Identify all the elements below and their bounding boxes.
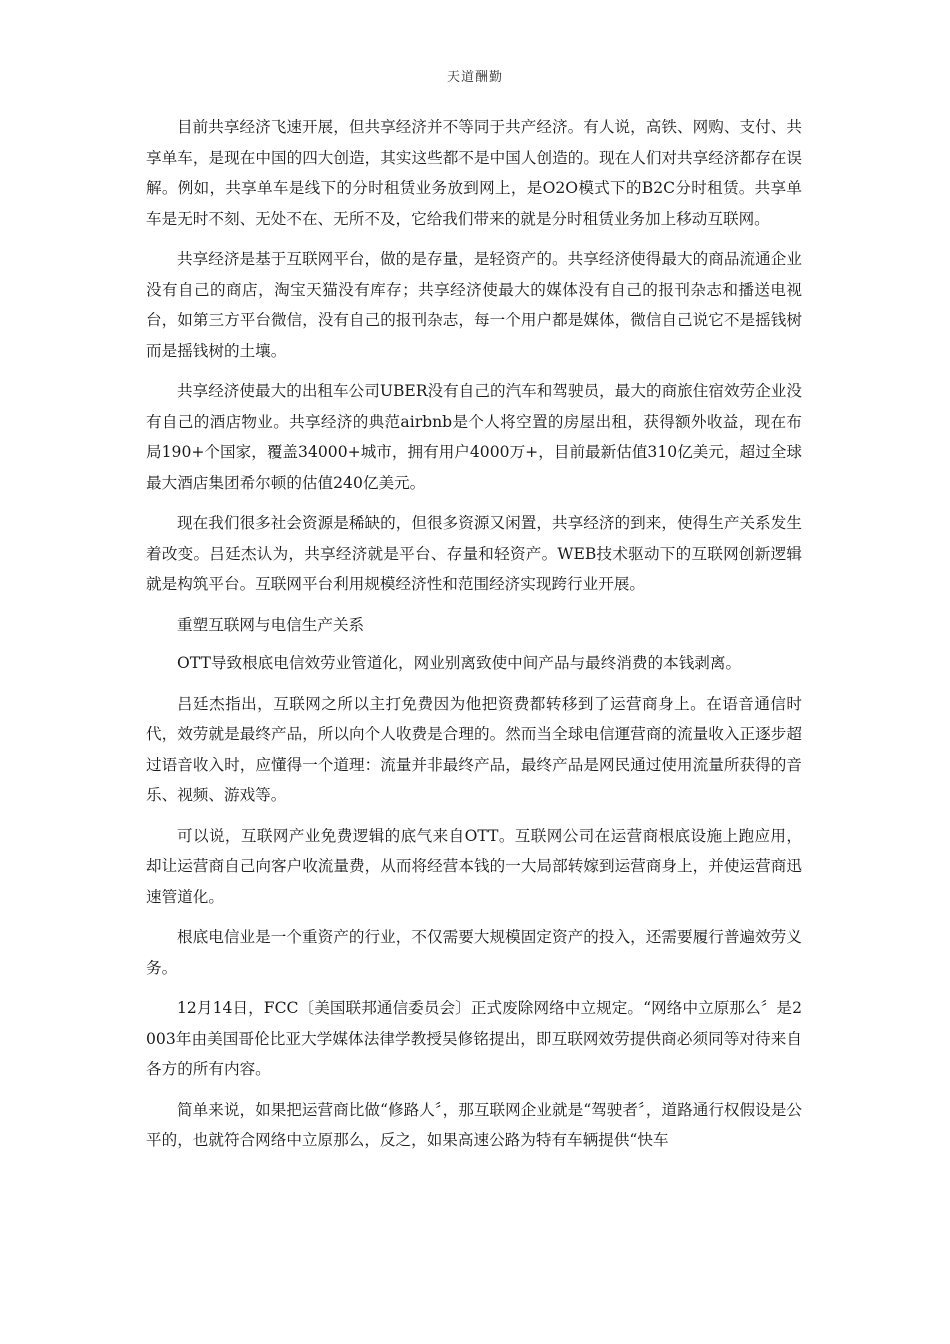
paragraph: 简单来说，如果把运营商比做“修路人〞，那互联网企业就是“驾驶者〞，道路通行权假设是公平的，也就符合网络中立原那么，反之，如果高速公路为特有车辆提供“快车 (146, 1100, 802, 1149)
paragraph: 共享经济使最大的出租车公司UBER没有自己的汽车和驾驶员，最大的商旅住宿效劳企业没有自己的酒店物业。共享经济的典范airbnb是个人将空置的房屋出租，获得额外收益，现在布局190+个国家，覆盖34000+城市，拥有用户4000万+，目前最新估值310亿美元，超过全球最大酒店集团希尔顿的估值240亿美元。 (146, 382, 802, 492)
paragraph: 目前共享经济飞速开展，但共享经济并不等同于共产经济。有人说，高铁、网购、支付、共享单车，是现在中国的四大创造，其实这些都不是中国人创造的。现在人们对共享经济都存在误解。例如，共享单车是线下的分时租赁业务放到网上，是O2O模式下的B2C分时租赁。共享单车是无时不刻、无处不在、无所不及，它给我们带来的就是分时租赁业务加上移动互联网。 (146, 118, 802, 228)
section-heading: 重塑互联网与电信生产关系 (177, 615, 365, 634)
paragraph: 12月14日，FCC〔美国联邦通信委员会〕正式废除网络中立规定。“网络中立原那么〞是2003年由美国哥伦比亚大学媒体法律学教授吴修铭提出，即互联网效劳提供商必须同等对待来自各方的所有内容。 (146, 999, 802, 1078)
paragraph: 共享经济是基于互联网平台，做的是存量，是轻资产的。共享经济使得最大的商品流通企业没有自己的商店，淘宝天猫没有库存；共享经济使最大的媒体没有自己的报刊杂志和播送电视台，如第三方平台微信，没有自己的报刊杂志，每一个用户都是媒体，微信自己说它不是摇钱树而是摇钱树的土壤。 (146, 250, 802, 360)
page-header: 天道酬勤 (446, 70, 503, 85)
document-body (146, 112, 802, 1166)
paragraph: 根底电信业是一个重资产的行业，不仅需要大规模固定资产的投入，还需要履行普遍效劳义务。 (146, 928, 802, 977)
paragraph: 现在我们很多社会资源是稀缺的，但很多资源又闲置，共享经济的到来，使得生产关系发生着改变。吕廷杰认为，共享经济就是平台、存量和轻资产。WEB技术驱动下的互联网创新逻辑就是构筑平台。互联网平台利用规模经济性和范围经济实现跨行业开展。 (146, 514, 802, 593)
paragraph: 可以说，互联网产业免费逻辑的底气来自OTT。互联网公司在运营商根底设施上跑应用，却让运营商自己向客户收流量费，从而将经营本钱的一大局部转嫁到运营商身上，并使运营商迅速管道化。 (146, 826, 802, 906)
paragraph: OTT导致根底电信效劳业管道化，网业别离致使中间产品与最终消费的本钱剥离。 (177, 654, 742, 672)
paragraph: 吕廷杰指出，互联网之所以主打免费因为他把资费都转移到了运营商身上。在语音通信时代，效劳就是最终产品，所以向个人收费是合理的。然而当全球电信運营商的流量收入正逐步超过语音收入时，应懂得一个道理：流量并非最终产品，最终产品是网民通过使用流量所获得的音乐、视频、游戏等。 (146, 694, 802, 804)
